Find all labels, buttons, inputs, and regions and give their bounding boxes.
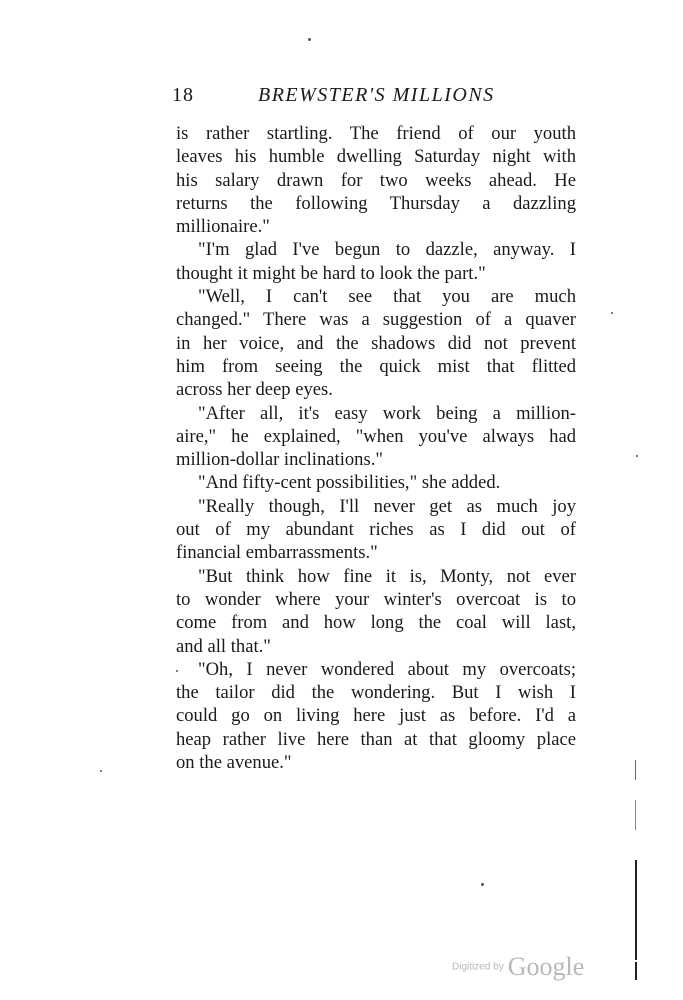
google-logo: Google bbox=[507, 952, 585, 981]
text-line: financial embarrassments." bbox=[176, 542, 378, 564]
text-line: aire," he explained, "when you've always had bbox=[176, 425, 576, 447]
text-line: "Really though, I'll never get as much joy bbox=[198, 495, 576, 517]
text-line: come from and how long the coal will last, bbox=[176, 612, 576, 634]
page-edge-mark bbox=[635, 760, 636, 780]
body-text bbox=[176, 122, 576, 774]
paragraph bbox=[176, 471, 576, 494]
scan-speck bbox=[308, 38, 311, 41]
text-line: out of my abundant riches as I did out of bbox=[176, 519, 576, 541]
text-line: in her voice, and the shadows did not prevent bbox=[176, 332, 576, 354]
paragraph bbox=[176, 285, 576, 401]
paragraph bbox=[176, 402, 576, 472]
text-line: returns the following Thursday a dazzling bbox=[176, 192, 576, 214]
page-edge-mark bbox=[635, 962, 637, 980]
text-line: the tailor did the wondering. But I wish I bbox=[176, 682, 576, 704]
page-number: 18 bbox=[172, 84, 194, 106]
text-line: on the avenue." bbox=[176, 752, 292, 774]
text-line: "I'm glad I've begun to dazzle, anyway. I bbox=[198, 239, 576, 261]
paragraph bbox=[176, 122, 576, 238]
book-title: BREWSTER'S MILLIONS bbox=[258, 84, 495, 106]
page-edge-mark bbox=[635, 800, 636, 830]
page-edge-mark bbox=[635, 860, 637, 960]
text-line: and all that." bbox=[176, 635, 271, 657]
text-line: changed." There was a suggestion of a quaver bbox=[176, 309, 576, 331]
scan-speck bbox=[100, 770, 102, 772]
watermark-prefix: Digitized by bbox=[452, 961, 504, 973]
text-line: leaves his humble dwelling Saturday night with bbox=[176, 146, 576, 168]
text-line: to wonder where your winter's overcoat is to bbox=[176, 588, 576, 610]
text-line: is rather startling. The friend of our youth bbox=[176, 123, 576, 144]
text-line: million-dollar inclinations." bbox=[176, 449, 383, 471]
text-line: "Well, I can't see that you are much bbox=[198, 286, 576, 308]
paragraph bbox=[176, 658, 576, 774]
text-line: could go on living here just as before. I'd a bbox=[176, 705, 576, 727]
paragraph bbox=[176, 565, 576, 658]
text-line: him from seeing the quick mist that flitted bbox=[176, 355, 576, 377]
scan-speck bbox=[611, 312, 613, 314]
paragraph bbox=[176, 495, 576, 565]
scan-speck bbox=[636, 455, 638, 457]
scan-speck bbox=[481, 883, 484, 886]
text-line: "Oh, I never wondered about my overcoats; bbox=[198, 658, 576, 680]
running-head bbox=[172, 84, 580, 108]
text-line: "But think how fine it is, Monty, not ever bbox=[198, 565, 576, 587]
text-line: "After all, it's easy work being a million- bbox=[198, 402, 576, 424]
text-line: millionaire." bbox=[176, 216, 270, 238]
digitized-watermark bbox=[452, 952, 584, 982]
text-line: thought it might be hard to look the part." bbox=[176, 262, 486, 284]
text-line: "And fifty-cent possibilities," she added. bbox=[198, 472, 501, 494]
paragraph bbox=[176, 238, 576, 285]
scan-speck bbox=[176, 670, 178, 672]
text-line: his salary drawn for two weeks ahead. He bbox=[176, 169, 576, 191]
text-line: heap rather live here than at that gloomy place bbox=[176, 728, 576, 750]
text-line: across her deep eyes. bbox=[176, 379, 333, 401]
